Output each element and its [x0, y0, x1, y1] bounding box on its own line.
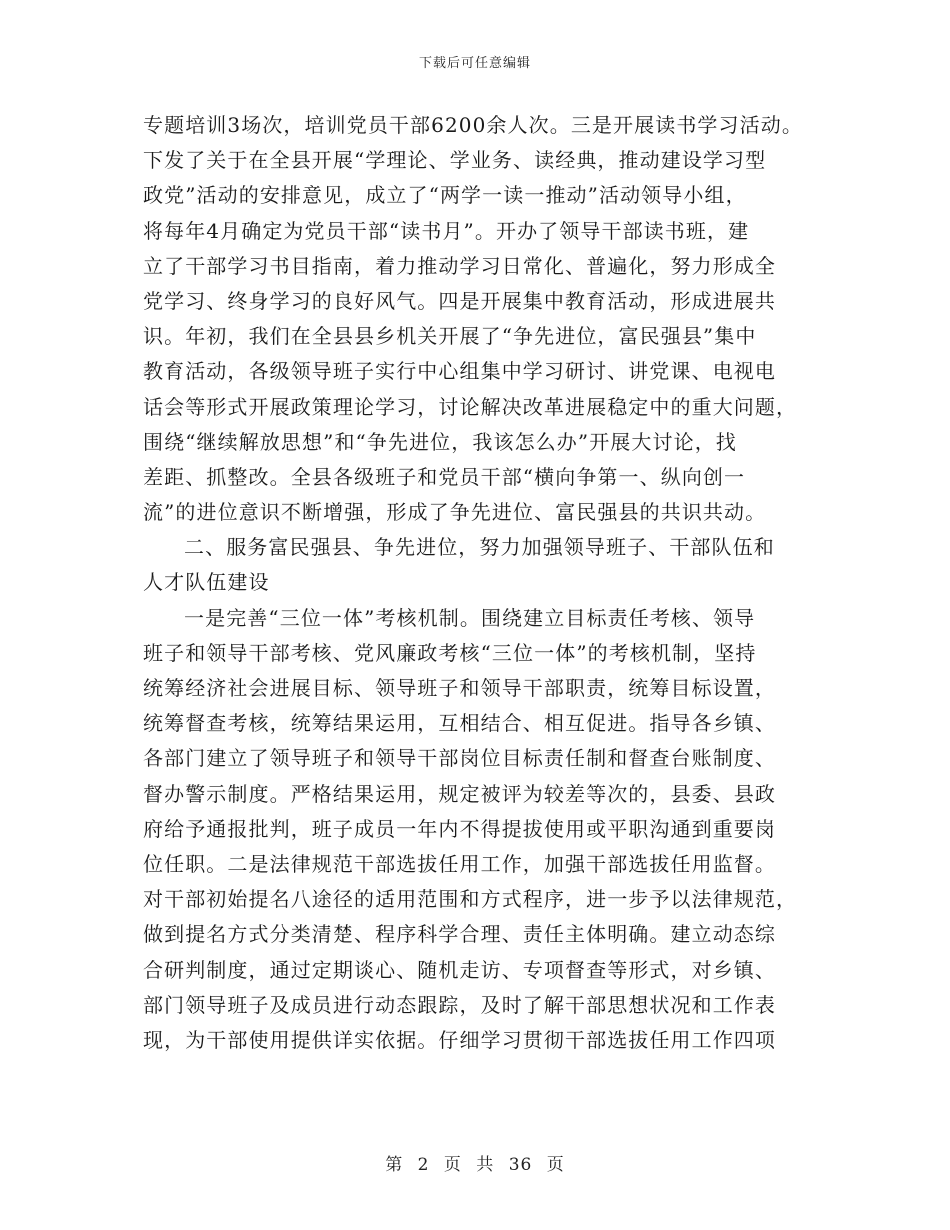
text-line: 下发了关于在全县开展“学理论、学业务、读经典，推动建设学习型	[143, 148, 767, 173]
text-line: 教育活动，各级领导班子实行中心组集中学习研讨、讲党课、电视电	[143, 359, 776, 384]
footer-label-ye: 页	[443, 1155, 462, 1175]
text-line: 流”的进位意识不断增强，形成了争先进位、富民强县的共识共动。	[143, 500, 767, 525]
text-line: 现，为干部使用提供详实依据。仔细学习贯彻干部选拔任用工作四项	[143, 1027, 776, 1052]
text-line: 各部门建立了领导班子和领导干部岗位目标责任制和督查台账制度、	[143, 746, 776, 771]
text-line: 部门领导班子及成员进行动态跟踪，及时了解干部思想状况和工作表	[143, 992, 776, 1017]
text-line: 统筹经济社会进展目标、领导班子和领导干部职责，统筹目标设置，	[143, 676, 776, 700]
section-heading-line: 人才队伍建设	[143, 570, 270, 595]
page-footer	[0, 1150, 950, 1175]
text-line: 班子和领导干部考核、党风廉政考核“三位一体”的考核机制，坚持	[143, 640, 757, 665]
text-line: 位任职。二是法律规范干部选拔任用工作，加强干部选拔任用监督。	[143, 851, 776, 876]
footer-label-di: 第	[385, 1155, 404, 1175]
total-pages: 36	[508, 1155, 533, 1175]
text-line: 将每年4月确定为党员干部“读书月”。开办了领导干部读书班，建	[143, 218, 750, 243]
text-line: 立了干部学习书目指南，着力推动学习日常化、普遍化，努力形成全	[143, 253, 776, 278]
text-line: 差距、抓整改。全县各级班子和党员干部“横向争第一、纵向创一	[143, 464, 746, 489]
page-number: 2	[417, 1155, 430, 1175]
document-body	[143, 108, 813, 1058]
text-line: 对干部初始提名八途径的适用范围和方式程序，进一步予以法律规范，	[143, 887, 798, 912]
footer-label-ye2: 页	[546, 1155, 565, 1175]
text-line: 督办警示制度。严格结果运用，规定被评为较差等次的，县委、县政	[143, 781, 776, 806]
page-header: 下载后可任意编辑	[418, 56, 531, 71]
text-line: 府给予通报批判，班子成员一年内不得提拔使用或平职沟通到重要岗	[143, 816, 776, 841]
text-line: 政党”活动的安排意见，成立了“两学一读一推动”活动领导小组，	[143, 183, 747, 208]
footer-label-gong: 共	[476, 1155, 495, 1175]
section-heading-line: 二、服务富民强县、争先进位，努力加强领导班子、干部队伍和	[184, 535, 775, 560]
paragraph-first-line: 一是完善“三位一体”考核机制。围绕建立目标责任考核、领导	[184, 605, 756, 630]
text-line: 专题培训3场次，培训党员干部6200余人次。三是开展读书学习活动。	[143, 113, 803, 137]
text-line: 围绕“继续解放思想”和“争先进位，我该怎么办”开展大讨论，找	[143, 429, 737, 454]
text-line: 合研判制度，通过定期谈心、随机走访、专项督查等形式，对乡镇、	[143, 957, 776, 982]
text-line: 识。年初，我们在全县县乡机关开展了“争先进位，富民强县”集中	[143, 324, 757, 349]
text-line: 话会等形式开展政策理论学习，讨论解决改革进展稳定中的重大问题，	[143, 394, 798, 419]
text-line: 统筹督查考核，统筹结果运用，互相结合、相互促进。指导各乡镇、	[143, 711, 776, 736]
text-line: 做到提名方式分类清楚、程序科学合理、责任主体明确。建立动态综	[143, 922, 776, 947]
text-line: 党学习、终身学习的良好风气。四是开展集中教育活动，形成进展共	[143, 288, 776, 313]
